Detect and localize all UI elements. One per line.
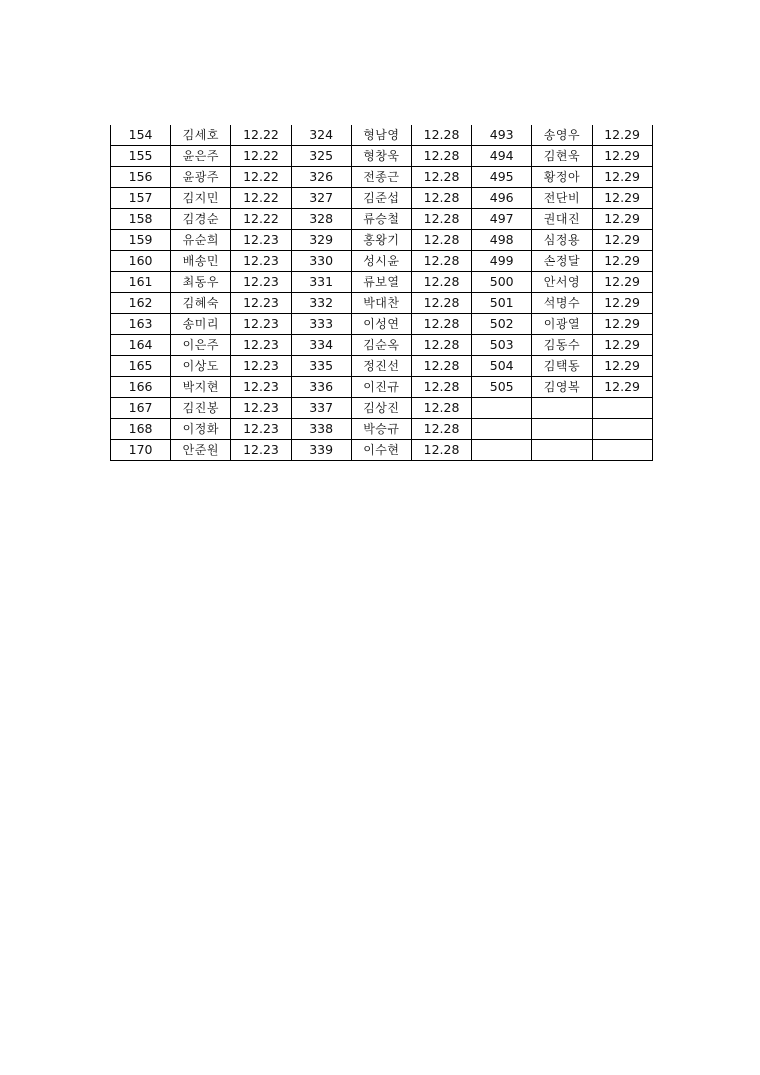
cell-name: 김택동 [532, 356, 592, 377]
cell-num: 331 [291, 272, 351, 293]
cell-date: 12.29 [592, 293, 652, 314]
cell-name: 성시윤 [351, 251, 411, 272]
cell-name: 김경순 [171, 209, 231, 230]
table-row [111, 440, 653, 461]
cell-num: 330 [291, 251, 351, 272]
cell-num: 164 [111, 335, 171, 356]
cell-num: 325 [291, 146, 351, 167]
cell-date: 12.28 [411, 209, 471, 230]
cell-num: 165 [111, 356, 171, 377]
cell-num: 158 [111, 209, 171, 230]
cell-name: 류보열 [351, 272, 411, 293]
cell-name: 유순희 [171, 230, 231, 251]
cell-name: 박대찬 [351, 293, 411, 314]
cell-num: 166 [111, 377, 171, 398]
cell-date: 12.23 [231, 293, 291, 314]
cell-date: 12.29 [592, 146, 652, 167]
cell-date: 12.28 [411, 188, 471, 209]
cell-num: 493 [472, 125, 532, 146]
table-row [111, 251, 653, 272]
cell-num: 156 [111, 167, 171, 188]
cell-num [472, 398, 532, 419]
cell-date: 12.29 [592, 335, 652, 356]
cell-num: 339 [291, 440, 351, 461]
cell-date: 12.23 [231, 398, 291, 419]
cell-name: 송미리 [171, 314, 231, 335]
cell-date: 12.23 [231, 419, 291, 440]
cell-name: 전단비 [532, 188, 592, 209]
cell-date: 12.28 [411, 440, 471, 461]
roster-table [110, 125, 653, 461]
cell-name: 심정용 [532, 230, 592, 251]
cell-num: 505 [472, 377, 532, 398]
cell-name: 이진규 [351, 377, 411, 398]
cell-name: 황정아 [532, 167, 592, 188]
cell-num: 327 [291, 188, 351, 209]
cell-num: 326 [291, 167, 351, 188]
cell-num: 503 [472, 335, 532, 356]
cell-date: 12.28 [411, 251, 471, 272]
cell-date: 12.22 [231, 209, 291, 230]
cell-date: 12.28 [411, 419, 471, 440]
table-row [111, 230, 653, 251]
cell-num: 329 [291, 230, 351, 251]
cell-date: 12.22 [231, 167, 291, 188]
cell-name: 윤은주 [171, 146, 231, 167]
cell-name: 윤광주 [171, 167, 231, 188]
cell-num [472, 440, 532, 461]
cell-num: 168 [111, 419, 171, 440]
roster-table-body [111, 125, 653, 461]
cell-name: 최동우 [171, 272, 231, 293]
cell-num: 167 [111, 398, 171, 419]
table-row [111, 167, 653, 188]
table-row [111, 188, 653, 209]
cell-name: 김지민 [171, 188, 231, 209]
cell-date: 12.29 [592, 272, 652, 293]
cell-date: 12.28 [411, 335, 471, 356]
cell-num: 497 [472, 209, 532, 230]
cell-name: 홍왕기 [351, 230, 411, 251]
cell-num: 336 [291, 377, 351, 398]
cell-name: 이상도 [171, 356, 231, 377]
cell-name: 권대진 [532, 209, 592, 230]
cell-name: 이성연 [351, 314, 411, 335]
cell-date: 12.28 [411, 293, 471, 314]
cell-date: 12.29 [592, 251, 652, 272]
cell-date: 12.28 [411, 125, 471, 146]
cell-num: 163 [111, 314, 171, 335]
cell-num: 496 [472, 188, 532, 209]
cell-date: 12.28 [411, 167, 471, 188]
cell-date: 12.28 [411, 356, 471, 377]
cell-num: 333 [291, 314, 351, 335]
table-row [111, 335, 653, 356]
cell-name [532, 440, 592, 461]
cell-date: 12.22 [231, 146, 291, 167]
roster-table-container [110, 125, 652, 461]
table-row [111, 398, 653, 419]
cell-date: 12.29 [592, 167, 652, 188]
cell-name: 안서영 [532, 272, 592, 293]
cell-num: 500 [472, 272, 532, 293]
cell-name: 손정달 [532, 251, 592, 272]
cell-name: 이광열 [532, 314, 592, 335]
cell-date: 12.22 [231, 188, 291, 209]
cell-num: 161 [111, 272, 171, 293]
cell-name: 송영우 [532, 125, 592, 146]
cell-date: 12.23 [231, 377, 291, 398]
cell-name: 석명수 [532, 293, 592, 314]
cell-num [472, 419, 532, 440]
cell-date: 12.23 [231, 440, 291, 461]
cell-name: 김영복 [532, 377, 592, 398]
table-row [111, 293, 653, 314]
cell-date: 12.28 [411, 314, 471, 335]
cell-date: 12.23 [231, 272, 291, 293]
table-row [111, 377, 653, 398]
cell-date: 12.28 [411, 272, 471, 293]
cell-num: 154 [111, 125, 171, 146]
cell-date: 12.29 [592, 230, 652, 251]
cell-name: 형남영 [351, 125, 411, 146]
cell-name: 김현욱 [532, 146, 592, 167]
cell-date: 12.29 [592, 377, 652, 398]
cell-name: 이은주 [171, 335, 231, 356]
cell-num: 324 [291, 125, 351, 146]
cell-name: 박승규 [351, 419, 411, 440]
cell-name: 김동수 [532, 335, 592, 356]
cell-num: 162 [111, 293, 171, 314]
cell-date: 12.23 [231, 356, 291, 377]
cell-name: 안준원 [171, 440, 231, 461]
table-row [111, 419, 653, 440]
cell-num: 502 [472, 314, 532, 335]
cell-name: 김준섭 [351, 188, 411, 209]
cell-date: 12.22 [231, 125, 291, 146]
cell-date: 12.28 [411, 398, 471, 419]
cell-name: 류승철 [351, 209, 411, 230]
table-row [111, 125, 653, 146]
cell-num: 332 [291, 293, 351, 314]
cell-num: 494 [472, 146, 532, 167]
cell-name: 이정화 [171, 419, 231, 440]
cell-num: 335 [291, 356, 351, 377]
cell-num: 504 [472, 356, 532, 377]
cell-date [592, 440, 652, 461]
cell-name: 박지현 [171, 377, 231, 398]
cell-num: 499 [472, 251, 532, 272]
cell-name: 형창욱 [351, 146, 411, 167]
cell-num: 495 [472, 167, 532, 188]
cell-date: 12.23 [231, 230, 291, 251]
cell-name [532, 419, 592, 440]
cell-num: 501 [472, 293, 532, 314]
cell-num: 157 [111, 188, 171, 209]
cell-date: 12.29 [592, 209, 652, 230]
cell-num: 338 [291, 419, 351, 440]
table-row [111, 209, 653, 230]
cell-date: 12.29 [592, 188, 652, 209]
table-row [111, 356, 653, 377]
cell-num: 155 [111, 146, 171, 167]
table-row [111, 146, 653, 167]
cell-name: 정진선 [351, 356, 411, 377]
cell-date: 12.28 [411, 230, 471, 251]
cell-date: 12.29 [592, 125, 652, 146]
cell-num: 337 [291, 398, 351, 419]
cell-num: 328 [291, 209, 351, 230]
cell-date [592, 398, 652, 419]
cell-num: 160 [111, 251, 171, 272]
cell-date [592, 419, 652, 440]
cell-name [532, 398, 592, 419]
cell-date: 12.23 [231, 314, 291, 335]
cell-name: 전종근 [351, 167, 411, 188]
cell-date: 12.28 [411, 146, 471, 167]
table-row [111, 272, 653, 293]
cell-name: 이수현 [351, 440, 411, 461]
cell-name: 김세호 [171, 125, 231, 146]
cell-num: 170 [111, 440, 171, 461]
cell-name: 김순옥 [351, 335, 411, 356]
table-row [111, 314, 653, 335]
cell-num: 159 [111, 230, 171, 251]
cell-date: 12.23 [231, 335, 291, 356]
cell-name: 김상진 [351, 398, 411, 419]
cell-name: 김진봉 [171, 398, 231, 419]
cell-date: 12.23 [231, 251, 291, 272]
cell-date: 12.29 [592, 356, 652, 377]
cell-name: 배송민 [171, 251, 231, 272]
cell-num: 334 [291, 335, 351, 356]
cell-num: 498 [472, 230, 532, 251]
cell-date: 12.29 [592, 314, 652, 335]
cell-name: 김혜숙 [171, 293, 231, 314]
cell-date: 12.28 [411, 377, 471, 398]
